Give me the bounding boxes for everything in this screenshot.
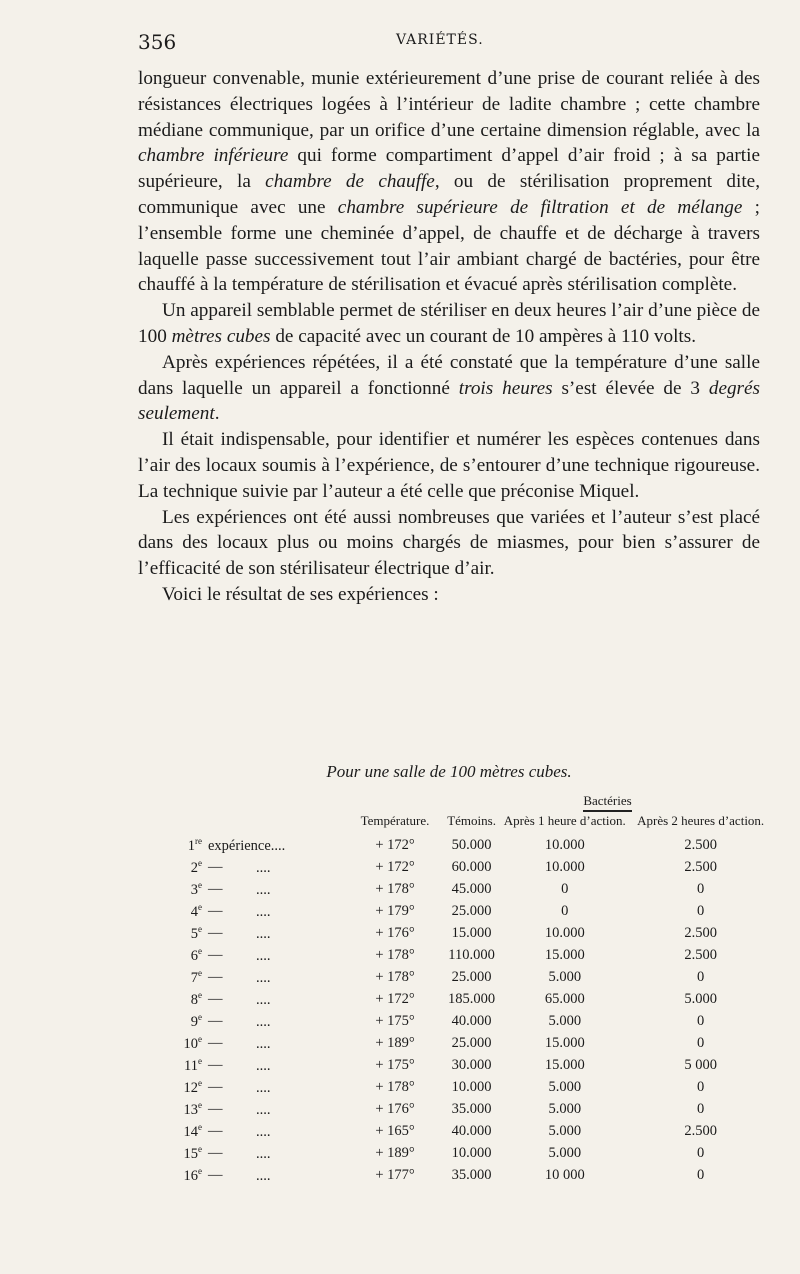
cell-after-2h: 0 [697, 1012, 705, 1029]
row-label [140, 988, 345, 1010]
cell-temoins: 25.000 [451, 902, 492, 919]
ditto-mark: — [208, 969, 223, 986]
ditto-mark: — [208, 1057, 223, 1074]
leader-dots: .... [256, 1079, 271, 1096]
row-rank: 13e [183, 1099, 202, 1118]
row-label [140, 1142, 345, 1164]
cell-after-2h: 2.500 [684, 836, 717, 853]
ditto-mark: — [208, 1101, 223, 1118]
cell-temoins: 25.000 [451, 1034, 492, 1051]
ditto-mark: — [208, 1167, 223, 1184]
cell-after-2h: 0 [697, 1144, 705, 1161]
table-row [140, 1098, 770, 1120]
bacteria-group-label: Bactéries [583, 793, 631, 812]
cell-after-2h: 2.500 [684, 924, 717, 941]
row-rank: 5e [190, 923, 202, 942]
row-rank: 7e [190, 967, 202, 986]
cell-temoins: 50.000 [451, 836, 492, 853]
cell-temoins: 110.000 [448, 946, 495, 963]
cell-after-1h: 0 [561, 902, 569, 919]
table-row [140, 856, 770, 878]
cell-after-1h: 65.000 [544, 990, 585, 1007]
cell-temperature: + 175° [375, 1056, 415, 1073]
leader-dots: .... [256, 1057, 271, 1074]
cell-temperature: + 172° [375, 990, 415, 1007]
row-rank: 2e [190, 857, 202, 876]
leader-dots: .... [256, 1123, 271, 1140]
row-label [140, 1098, 345, 1120]
cell-after-1h: 0 [561, 880, 569, 897]
leader-dots: .... [256, 859, 271, 876]
leader-dots: .... [256, 1145, 271, 1162]
cell-temperature: + 189° [375, 1034, 415, 1051]
col-after-1h: Après 1 heure d’action. [503, 813, 626, 828]
cell-after-2h: 0 [697, 880, 705, 897]
cell-temperature: + 172° [375, 858, 415, 875]
leader-dots: .... [256, 925, 271, 942]
ditto-mark: — [208, 1013, 223, 1030]
ditto-mark: — [208, 1035, 223, 1052]
paragraph: Après expériences répétées, il a été constaté que la température d’une salle dans laquelle un appareil a fonctionné trois heures s’est élevée de 3 degrés seulement. [138, 351, 760, 425]
cell-temperature: + 189° [375, 1144, 415, 1161]
cell-after-1h: 15.000 [544, 1034, 585, 1051]
results-table [140, 790, 770, 1186]
row-rank: 14e [183, 1121, 202, 1140]
leader-dots: .... [256, 969, 271, 986]
row-rank: 10e [183, 1033, 202, 1052]
ditto-mark: — [208, 1079, 223, 1096]
col-temperature: Température. [360, 813, 430, 828]
cell-after-1h: 5.000 [548, 968, 582, 985]
paragraph: Voici le résultat de ses expériences : [162, 583, 439, 605]
ditto-mark: — [208, 903, 223, 920]
ditto-mark: — [208, 991, 223, 1008]
cell-after-2h: 0 [697, 1100, 705, 1117]
cell-temperature: + 178° [375, 1078, 415, 1095]
leader-dots: .... [256, 903, 271, 920]
row-rank: 4e [190, 901, 202, 920]
row-rank: 16e [183, 1165, 202, 1184]
cell-temoins: 35.000 [451, 1100, 492, 1117]
cell-after-1h: 15.000 [544, 1056, 585, 1073]
row-label [140, 1010, 345, 1032]
cell-temoins: 185.000 [448, 990, 496, 1007]
row-label [140, 922, 345, 944]
cell-temperature: + 175° [375, 1012, 415, 1029]
cell-temoins: 35.000 [451, 1166, 492, 1183]
cell-temoins: 30.000 [451, 1056, 492, 1073]
row-rank: 8e [190, 989, 202, 1008]
cell-temperature: + 176° [375, 924, 415, 941]
table-row [140, 834, 770, 856]
page-header [138, 30, 758, 58]
table-row [140, 1076, 770, 1098]
cell-temoins: 45.000 [451, 880, 492, 897]
col-temoins: Témoins. [447, 813, 496, 828]
table-row [140, 1010, 770, 1032]
table-row [140, 1032, 770, 1054]
row-label [140, 900, 345, 922]
cell-temoins: 10.000 [451, 1078, 492, 1095]
cell-after-1h: 5.000 [548, 1078, 582, 1095]
row-label [140, 944, 345, 966]
row-rank: 12e [183, 1077, 202, 1096]
paragraph: Il était indispensable, pour identifier et numérer les espèces contenues dans l’air des locaux soumis à l’expérience, de s’entourer d’une technique rigoureuse. La technique suivie par l’auteur a été celle que préconise Miquel. [138, 429, 760, 502]
cell-after-2h: 2.500 [684, 946, 717, 963]
table-row [140, 922, 770, 944]
cell-temoins: 10.000 [451, 1144, 492, 1161]
row-label [140, 1032, 345, 1054]
ditto-mark: — [208, 859, 223, 876]
cell-after-2h: 0 [697, 902, 705, 919]
table-row [140, 1164, 770, 1186]
row-rank: 15e [183, 1143, 202, 1162]
row-label [140, 834, 345, 856]
ditto-mark: — [208, 881, 223, 898]
cell-temoins: 60.000 [451, 858, 492, 875]
row-label [140, 1164, 345, 1186]
leader-dots: .... [256, 1167, 271, 1184]
ditto-mark: — [208, 1123, 223, 1140]
leader-dots: .... [256, 881, 271, 898]
row-label [140, 856, 345, 878]
cell-temoins: 40.000 [451, 1122, 492, 1139]
experience-label: expérience.... [208, 837, 286, 854]
cell-after-1h: 5.000 [548, 1122, 582, 1139]
running-title: VARIÉTÉS. [396, 32, 484, 48]
cell-after-1h: 10.000 [544, 858, 585, 875]
table-row [140, 944, 770, 966]
table-column-headers [140, 812, 770, 834]
cell-after-2h: 0 [697, 1078, 705, 1095]
cell-temperature: + 178° [375, 946, 415, 963]
cell-after-1h: 10.000 [544, 924, 585, 941]
cell-temoins: 40.000 [451, 1012, 492, 1029]
table-row [140, 878, 770, 900]
row-rank: 3e [190, 879, 202, 898]
cell-after-2h: 2.500 [684, 858, 717, 875]
cell-temperature: + 165° [375, 1122, 415, 1139]
cell-temperature: + 178° [375, 968, 415, 985]
ditto-mark: — [208, 925, 223, 942]
cell-after-2h: 0 [697, 1166, 705, 1183]
leader-dots: .... [256, 1101, 271, 1118]
row-rank: 1re [187, 835, 202, 854]
cell-temperature: + 176° [375, 1100, 415, 1117]
paragraph: Les expériences ont été aussi nombreuses que variées et l’auteur s’est placé dans des locaux plus ou moins chargés de miasmes, pour bien s’assurer de l’efficacité de son stérilisateur électrique d’air. [138, 506, 760, 580]
row-rank: 6e [190, 945, 202, 964]
cell-temperature: + 179° [375, 902, 415, 919]
paragraph: Un appareil semblable permet de stériliser en deux heures l’air d’une pièce de 100 mètres cubes de capacité avec un courant de 10 ampères à 110 volts. [138, 300, 760, 347]
table-group-header [140, 790, 770, 812]
cell-after-1h: 5.000 [548, 1012, 582, 1029]
leader-dots: .... [256, 1035, 271, 1052]
cell-after-1h: 5.000 [548, 1100, 582, 1117]
cell-after-2h: 0 [697, 968, 705, 985]
row-label [140, 1076, 345, 1098]
page-number: 356 [138, 30, 177, 54]
col-after-2h: Après 2 heures d’action. [637, 813, 765, 828]
cell-after-2h: 5.000 [684, 990, 717, 1007]
cell-temoins: 15.000 [451, 924, 492, 941]
row-label [140, 1120, 345, 1142]
ditto-mark: — [208, 947, 223, 964]
leader-dots: .... [256, 991, 271, 1008]
table-caption: Pour une salle de 100 mètres cubes. [326, 762, 572, 781]
row-label [140, 966, 345, 988]
row-label [140, 878, 345, 900]
row-rank: 9e [190, 1011, 202, 1030]
paragraph: longueur convenable, munie extérieurement d’une prise de courant reliée à des résistances électriques logées à l’intérieur de ladite chambre ; cette chambre médiane communique, par un orifice d’une certaine dimension réglable, avec la chambre inférieure qui forme compartiment d’appel d’air froid ; à sa partie supérieure, la chambre de chauffe, ou de stérilisation proprement dite, communique avec une chambre supérieure de filtration et de mélange ; l’ensemble forme une cheminée d’appel, de chauffe et de décharge à travers laquelle passe successivement tout l’air ambiant chargé de bactéries, pour être chauffé à la température de stérilisation et évacué après stérilisation complète. [138, 68, 760, 296]
row-label [140, 1054, 345, 1076]
table-row [140, 1054, 770, 1076]
table-row [140, 988, 770, 1010]
cell-temperature: + 172° [375, 836, 415, 853]
leader-dots: .... [256, 1013, 271, 1030]
cell-after-1h: 10.000 [544, 836, 585, 853]
table-row [140, 966, 770, 988]
row-rank: 11e [184, 1055, 202, 1074]
cell-after-2h: 2.500 [684, 1122, 717, 1139]
cell-after-2h: 0 [697, 1034, 705, 1051]
cell-after-2h: 5 000 [684, 1056, 717, 1073]
table-row [140, 900, 770, 922]
cell-after-1h: 15.000 [544, 946, 585, 963]
cell-temoins: 25.000 [451, 968, 492, 985]
table-row [140, 1120, 770, 1142]
cell-temperature: + 177° [375, 1166, 415, 1183]
table-row [140, 1142, 770, 1164]
cell-after-1h: 5.000 [548, 1144, 582, 1161]
cell-temperature: + 178° [375, 880, 415, 897]
body-text [138, 66, 760, 608]
cell-after-1h: 10 000 [544, 1166, 585, 1183]
ditto-mark: — [208, 1145, 223, 1162]
leader-dots: .... [256, 947, 271, 964]
table-body [140, 834, 770, 1186]
